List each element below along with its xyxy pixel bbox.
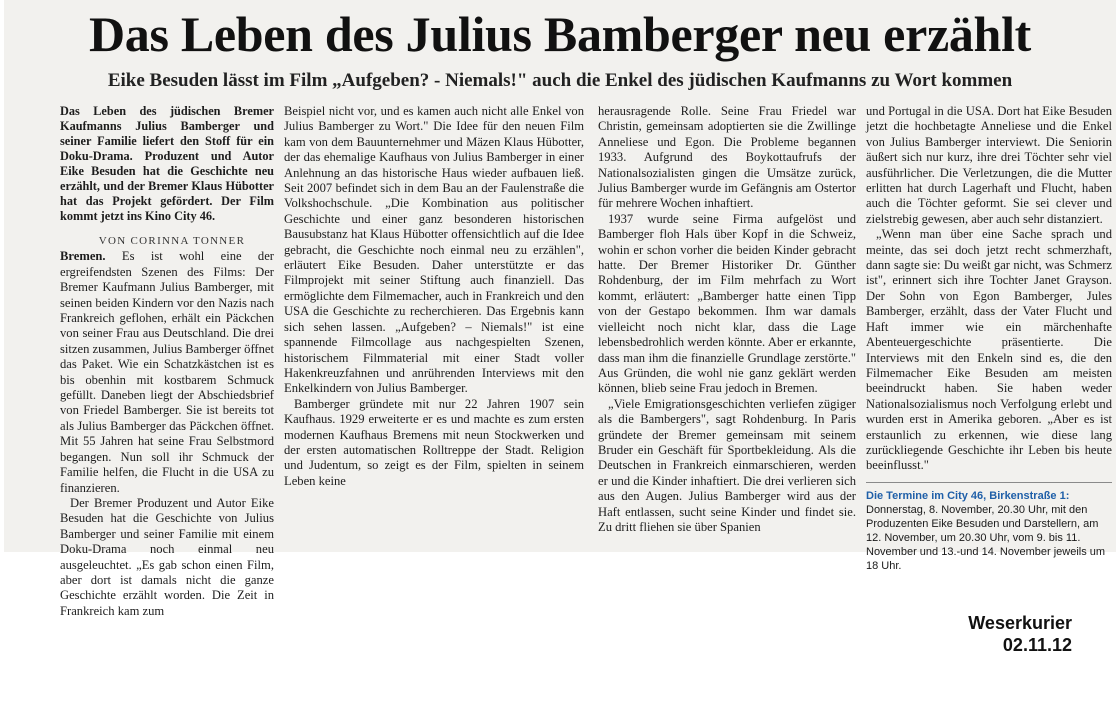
column-2 xyxy=(284,104,584,546)
newspaper-clipping xyxy=(4,0,1116,618)
paragraph xyxy=(60,249,274,496)
paragraph: Bamberger gründete mit nur 22 Jahren 1907 sein Kaufhaus. 1929 erweiterte er es und machte es zum ersten modernen Kaufhaus Bremens mit neun Stockwerken und der ersten automatischen Rolltreppe der Stadt. Religion und Judentum, so zeigt es der Film, spielten in seinem Leben keine xyxy=(284,396,584,488)
article-subheadline: Eike Besuden lässt im Film „Aufgeben? - Niemals!" auch die Enkel des jüdischen Kaufmanns zu Wort kommen xyxy=(107,70,1013,91)
screening-dates-label: Die Termine im City 46, Birkenstraße 1: xyxy=(866,489,1070,502)
screening-dates-box xyxy=(866,489,1112,573)
column-3 xyxy=(598,104,856,546)
article-headline: Das Leben des Julius Bamberger neu erzählt xyxy=(88,6,1032,62)
publication-name: Weserkurier xyxy=(968,613,1072,633)
paragraph: „Wenn man über eine Sache sprach und meinte, das sei doch jetzt recht schmerzhaft, dann sagte sie: Du weißt gar nicht, was Schmerz ist", erinnert sich ihre Tochter Janet Grayson. Der Sohn von Egon Bamberger, Jules Bamberger, erzählt, dass der Vater Flucht und Haft immer wie ein märchenhafte Abenteuergeschichte präsentierte. Die Interviews mit den Enkeln sind es, die den Filmemacher Eike Besuden am meisten beeindruckt haben. Sie haben weder Nationalsozialismus noch Verfolgung erlebt und wurden erst in Amerika geboren. „Aber es ist erstaunlich zu erkennen, wie diese lang zurückliegende Geschichte ihr Leben bis heute beeinflusst." xyxy=(866,227,1112,473)
column-4 xyxy=(866,104,1112,572)
publication-date: 02.11.12 xyxy=(1002,635,1072,655)
dateline: Bremen. xyxy=(60,249,106,264)
paragraph: „Viele Emigrationsgeschichten verliefen zügiger als die Bambergers", sagt Rohdenburg. In Paris gründete der Bremer gemeinsam mit seinem Bruder ein Geschäft für Sportbekleidung. Als die Deutschen in Frankreich einmarschieren, werden er und die Kinder inhaftiert. Die drei verlieren sich aus den Augen. Julius Bamberger wird aus der Haft entlassen, sucht seine Kinder und findet sie. Zu dritt fliehen sie über Spanien xyxy=(598,396,856,534)
paragraph-text: Es ist wohl eine der ergreifendsten Szenen des Films: Der Bremer Kaufmann Julius Bamberger, mit seinen beiden Kindern vor den Nazis nach Frankreich geflohen, erhält ein Päckchen von seiner Frau aus Deutschland. Die drei sitzen zusammen, Julius Bamberger öffnet das Paket. Wie ein Schatzkästchen ist es bis obenhin mit kostbarem Schmuck gefüllt. Daneben liegt der Abschiedsbrief von Friedel Bamberger. Sie ist bereits tot als Julius Bamberger das Päckchen öffnet. Mit 55 Jahren hat seine Frau Selbstmord begangen. Nun soll ihr Schmuck der Familie helfen, die Flucht in die USA zu finanzieren. xyxy=(60,249,274,495)
article-body xyxy=(60,104,1112,618)
source-citation xyxy=(968,612,1072,656)
article-lead: Das Leben des jüdischen Bremer Kaufmanns Julius Bamberger und seiner Familie liefert den Stoff für ein Doku-Drama. Produzent und Autor Eike Besuden hat die Geschichte neu erzählt, und der Bremer Klaus Hübotter hat das Projekt gefördert. Der Film kommt jetzt ins Kino City 46. xyxy=(60,104,274,223)
column-1 xyxy=(60,104,274,618)
paragraph: Beispiel nicht vor, und es kamen auch nicht alle Enkel von Julius Bamberger zu Wort." Die Idee für den neuen Film kam von dem Bauunternehmer und Mäzen Klaus Hübotter, der das ehemalige Kaufhaus von Julius Bamberger in einer Anlehnung an das historische Haus wieder aufbauen ließ. Seit 2007 befindet sich in dem Bau an der Faulenstraße die Volkshochschule. „Die Kombination aus politischer Geschichte und einer ganz besonderen historischen Bausubstanz hat Klaus Hübotter offensichtlich auf die Idee gebracht, die Geschichte noch einmal neu zu erzählen", erläutert Eike Besuden. Daher unterstützte er das Filmprojekt mit seiner Stiftung auch finanziell. Das ermöglichte dem Filmemacher, auch in Frankreich und den USA die Geschichte zu recherchieren. Das Ergebnis kann sich sehen lassen. „Aufgeben? – Niemals!" ist eine spannende Filmcollage aus nachgespielten Szenen, historischem Filmmaterial mit einer Stadt voller Hakenkreuzfahnen und anrührenden Interviews mit den Enkelkindern von Julius Bamberger. xyxy=(284,104,584,396)
paragraph: 1937 wurde seine Firma aufgelöst und Bamberger floh Hals über Kopf in die Schweiz, wohin er schon vorher die beiden Kinder gebracht hatte. Der Bremer Historiker Dr. Günther Rohdenburg, der im Film mehrfach zu Wort kommt, erläutert: „Bamberger hatte einen Tipp von der Gestapo bekommen. Ihm war damals vielleicht noch nicht klar, dass die Lage lebensbedrohlich werden könnte. Aber er erkannte, dass man ihm die finanzielle Grundlage zerstörte." Aus Gründen, die wohl nie ganz geklärt werden können, blieb seine Frau jedoch in Bremen. xyxy=(598,211,856,396)
paragraph: und Portugal in die USA. Dort hat Eike Besuden jetzt die hochbetagte Anneliese und die Enkel von Julius Bamberger interviewt. Die Seniorin äußert sich nur kurz, ihre drei Töchter sehr viel ausführlicher. Die Verletzungen, die die Mutter erlitten hat durch Lagerhaft und Flucht, haben auch die Töchter geformt. Sie sei clever und zielstrebig gewesen, aber auch sehr distanziert. xyxy=(866,104,1112,226)
article-byline: VON CORINNA TONNER xyxy=(98,235,246,247)
paragraph: herausragende Rolle. Seine Frau Friedel war Christin, gemeinsam adoptierten sie die Zwillinge Anneliese und Egon. Die Probleme begannen 1933. Aufgrund des Boykottaufrufs der Nationalsozialisten gingen die Umsätze zurück, Julius Bamberger wurde im Gefängnis am Ostertor für mehrere Wochen inhaftiert. xyxy=(598,104,856,211)
paragraph: Der Bremer Produzent und Autor Eike Besuden hat die Geschichte von Julius Bamberger und seiner Familie mit einem Doku-Drama noch einmal neu ausgeleuchtet. „Es gab schon einen Film, aber dort ist damals nicht die ganze Geschichte erzählt worden. Die Zeit in Frankreich kam zum xyxy=(60,495,274,618)
screening-dates-text: Donnerstag, 8. November, 20.30 Uhr, mit den Produzenten Eike Besuden und Darstellern, am 12. November, um 20.30 Uhr, vom 9. bis 11. November und 13.-und 14. November jeweils um 18 Uhr. xyxy=(866,503,1106,572)
divider xyxy=(866,482,1112,483)
